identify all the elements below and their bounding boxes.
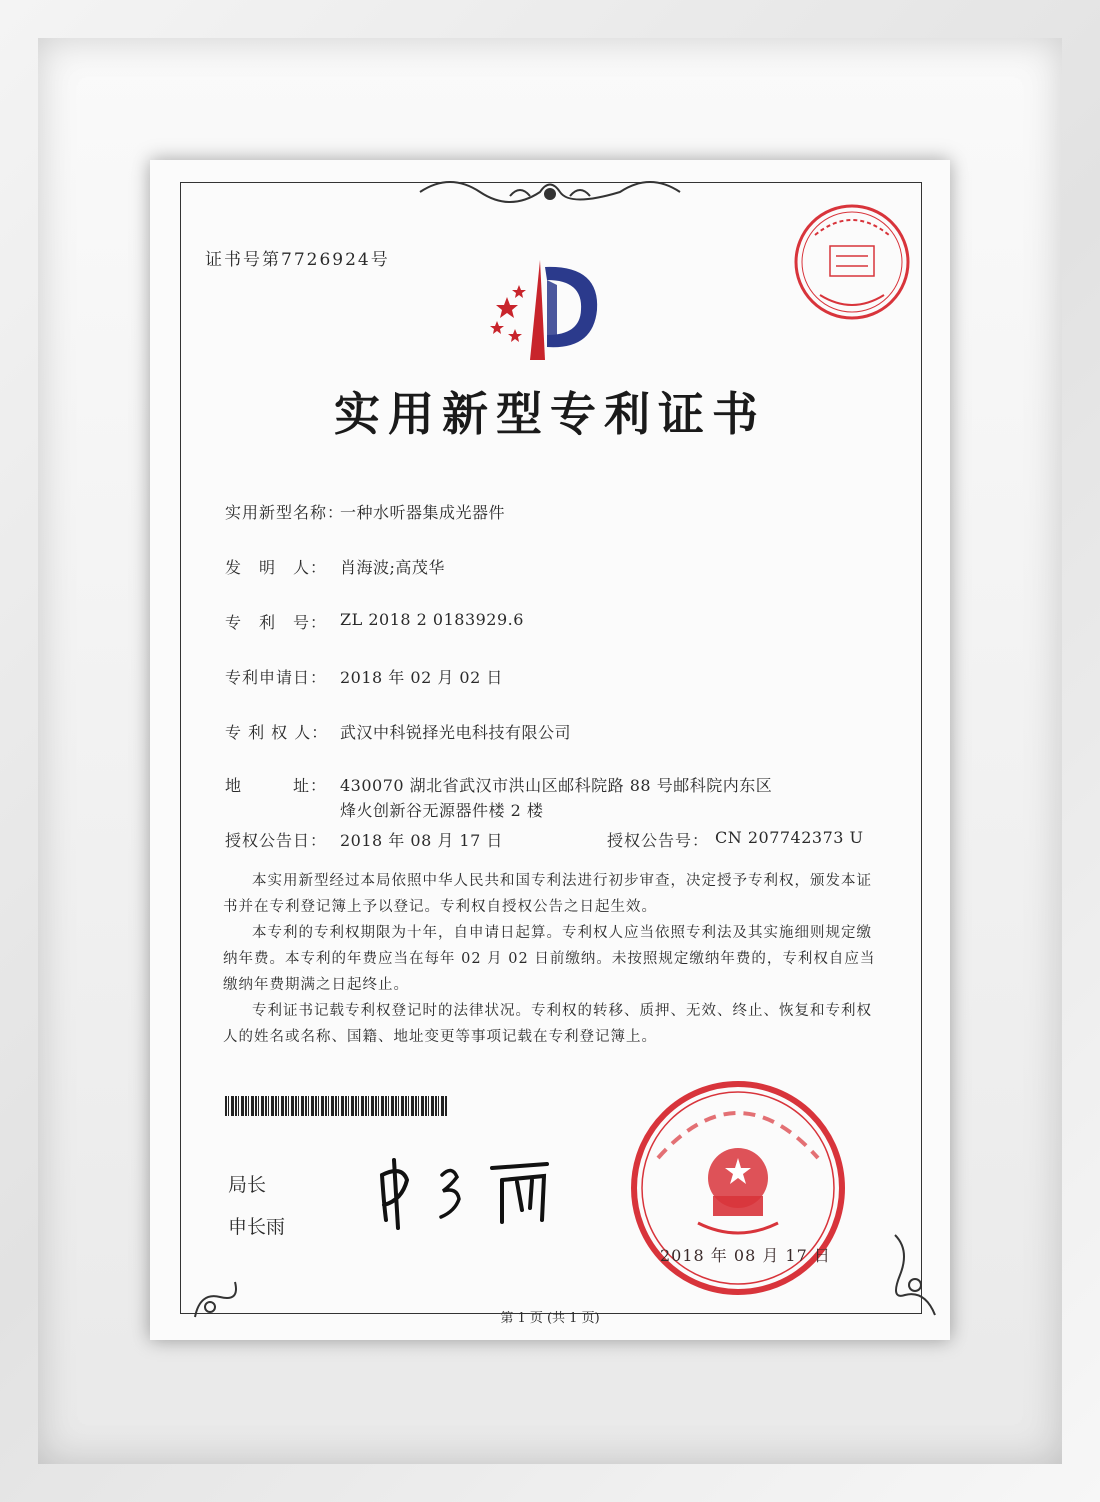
stamp-duty-seal-icon bbox=[790, 200, 914, 324]
name-value: 一种水听器集成光器件 bbox=[340, 503, 506, 522]
seal-date: 2018 年 08 月 17 日 bbox=[660, 1246, 831, 1265]
body-paragraph-3: 专利证书记载专利权登记时的法律状况。专利权的转移、质押、无效、终止、恢复和专利权人的姓名或名称、国籍、地址变更等事项记载在专利登记簿上。 bbox=[223, 1003, 872, 1045]
inventor-label: 发 明 人： bbox=[225, 558, 328, 577]
signature-icon bbox=[372, 1150, 562, 1230]
filing-date-label: 专利申请日： bbox=[225, 668, 328, 687]
grant-number-value: CN 207742373 U bbox=[715, 828, 864, 847]
address-line1: 430070 湖北省武汉市洪山区邮科院路 88 号邮科院内东区 bbox=[340, 776, 773, 795]
patent-number-value: ZL 2018 2 0183929.6 bbox=[340, 610, 524, 629]
name-label: 实用新型名称： bbox=[225, 503, 345, 522]
top-ornament-icon bbox=[410, 172, 690, 208]
patent-office-logo-icon bbox=[485, 255, 605, 365]
certificate-paper bbox=[150, 160, 950, 1340]
grant-date-value: 2018 年 08 月 17 日 bbox=[340, 831, 503, 850]
barcode bbox=[225, 1096, 447, 1116]
filing-date-value: 2018 年 02 月 02 日 bbox=[340, 668, 503, 687]
grant-date-label: 授权公告日： bbox=[225, 831, 328, 850]
grant-number-label: 授权公告号： bbox=[607, 831, 710, 850]
address-label: 地 址： bbox=[225, 776, 328, 795]
patentee-label: 专 利 权 人： bbox=[225, 723, 329, 742]
signer-name: 申长雨 bbox=[228, 1216, 286, 1238]
body-paragraph-1: 本实用新型经过本局依照中华人民共和国专利法进行初步审查，决定授予专利权，颁发本证书并在专利登记簿上予以登记。专利权自授权公告之日起生效。 bbox=[223, 873, 872, 915]
signer-title: 局长 bbox=[228, 1174, 267, 1196]
address-line2: 烽火创新谷无源器件楼 2 楼 bbox=[340, 801, 544, 820]
inventor-value: 肖海波;高茂华 bbox=[340, 558, 445, 577]
patentee-value: 武汉中科锐择光电科技有限公司 bbox=[340, 723, 572, 742]
body-paragraph-2: 本专利的专利权期限为十年，自申请日起算。专利权人应当依照专利法及其实施细则规定缴纳年费。本专利的年费应当在每年 02 月 02 日前缴纳。未按照规定缴纳年费的，专利权自应当缴纳年费期满之日起终止。 bbox=[223, 925, 876, 993]
page-number: 第 1 页 (共 1 页) bbox=[500, 1311, 600, 1326]
certificate-title: 实用新型专利证书 bbox=[334, 387, 766, 441]
certificate-number: 证书号第7726924号 bbox=[205, 250, 390, 270]
patent-number-label: 专 利 号： bbox=[225, 613, 328, 632]
